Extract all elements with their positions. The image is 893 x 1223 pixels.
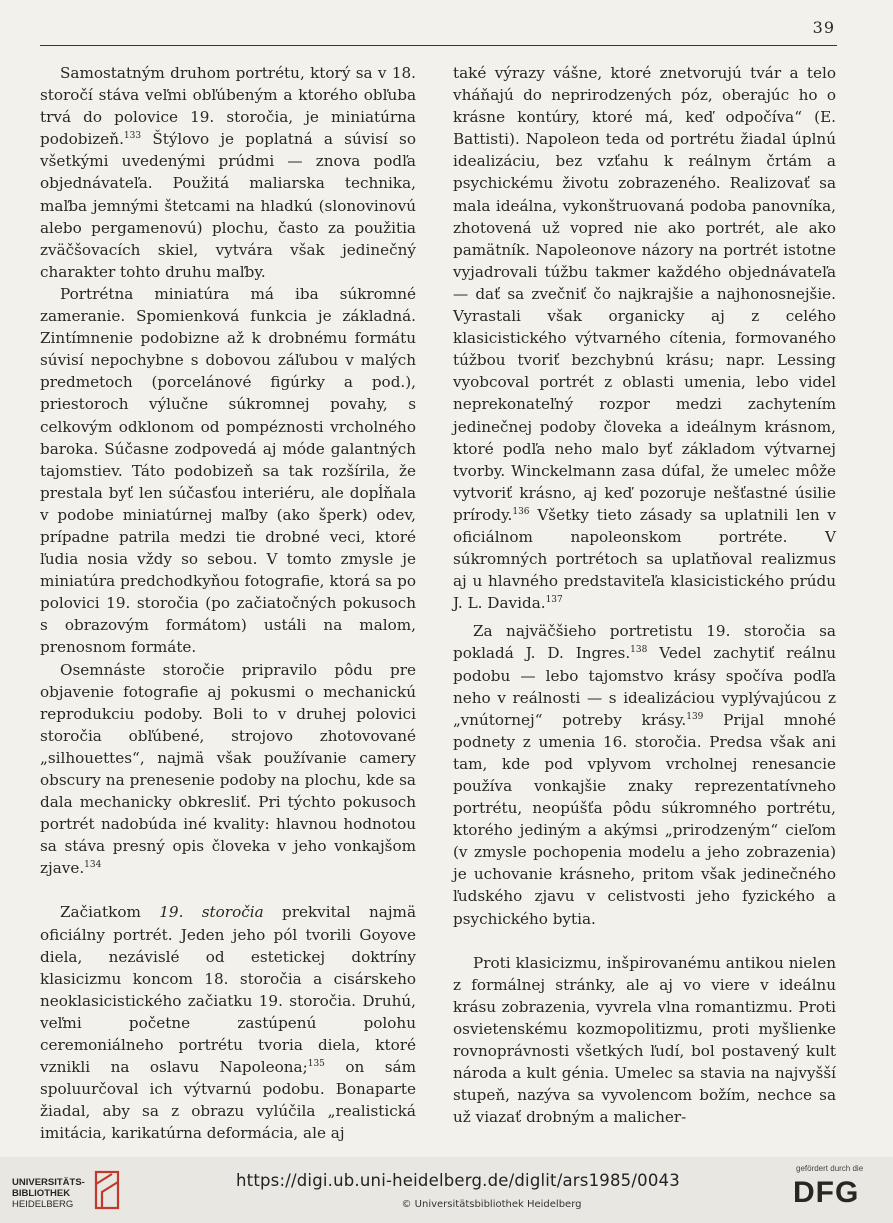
library-name-line2: BIBLIOTHEK: [12, 1188, 71, 1199]
text-run: prekvital najmä oficiálny portrét. Jeden jeho pól tvorili Goyove diela, nezávislé od estetickej doktríny klasicizmu koncom 18. storočia a cisárskeho neoklasicistického začiatku 19. storočia. Druhú, veľmi početne zastúpenú polohu ceremoniálneho portrétu tvoria diela, ktoré vznikli na oslavu Napoleona;: [40, 903, 416, 1077]
paragraph: [40, 901, 416, 1144]
library-name-line3: HEIDELBERG: [12, 1199, 74, 1210]
left-column: [40, 62, 416, 1145]
top-rule: [40, 45, 837, 46]
footer-bar: [0, 1157, 893, 1223]
text-run: Samostatným druhom portrétu, ktorý sa v 18. storočí stáva veľmi obľúbeným a ktorého obľuba trvá do polovice 19. storočia, je miniatúrna podobizeň.: [40, 64, 416, 149]
text-run: Všetky tieto zásady sa uplatnili len v oficiálnom napoleonskom portréte. V súkromných portrétoch sa uplatňoval realizmus aj u hlavného predstaviteľa klasicistického prúdu J. L. Davida.: [453, 505, 836, 613]
paragraph: [453, 952, 836, 1129]
source-url-link[interactable]: https://digi.ub.uni-heidelberg.de/diglit/ars1985/0043: [236, 1171, 680, 1190]
copyright-text: © Universitätsbibliothek Heidelberg: [401, 1199, 582, 1210]
text-run: on sám spoluurčoval ich výtvarnú podobu. Bonaparte žiadal, aby sa z obrazu vylúčila „realistická imitácia, karikatúrna deformácia, ale aj: [40, 1058, 416, 1143]
text-run: Za najväčšieho portretistu 19. storočia sa pokladá J. D. Ingres.: [453, 622, 836, 663]
paragraph: [40, 62, 416, 283]
footnote-ref: 134: [84, 860, 102, 871]
text-run: Prijal mnohé podnety z umenia 16. storočia. Predsa však ani tam, kde pod vplyvom vrcholnej renesancie používa vonkajšie znaky reprezentatívneho portrétu, neopúšťa pôdu súkromného portrétu, ktorého jediným a akýmsi „prirodzeným“ cieľom (v zmysle pochopenia modelu a jeho zobrazenia) je uchovanie krásneho, pritom však jedinečného ľudského zjavu v celistvosti jeho fyzického a psychického bytia.: [453, 710, 836, 928]
paragraph: [453, 620, 836, 929]
footnote-ref: 133: [123, 131, 142, 142]
paragraph: [453, 62, 836, 614]
dfg-logo[interactable]: DFG: [793, 1176, 860, 1209]
footnote-ref: 135: [307, 1059, 325, 1070]
funding-note: gefördert durch die: [796, 1164, 864, 1173]
footnote-ref: 136: [512, 506, 530, 517]
right-column: [453, 62, 836, 1128]
page-number: 39: [812, 18, 835, 37]
footnote-ref: 137: [545, 595, 563, 606]
paragraph: [40, 283, 416, 659]
text-run: Vedel zachytiť reálnu podobu — lebo tajomstvo krásy spočíva podľa neho v reálnosti — s idealizáciou vyplývajúcou z „vnútornej“ potreby krásy.: [453, 644, 837, 729]
text-run: také výrazy vášne, ktoré znetvorujú tvár a telo vháňajú do neprirodzených póz, oberajúc ho o krásne kontúry, ktoré má, keď odpočíva“ (E. Battisti). Napoleon teda od portrétu žiadal úplnú idealizáciu, bez vzťahu k reálnym črtám a psychickému životu zobrazeného. Realizovať sa mala ideálna, vykonštruovaná podoba panovníka, zhotovená už vopred nie ako portrét, ale ako pamätník. Napoleonove názory na portrét istotne vyjadrovali túžbu takmer každého objednávateľa — dať sa zvečniť čo najkrajšie a najhonosnejšie. Vyrastali však organicky aj z celého klasicistického výtvarného cítenia, formovaného túžbou tvoriť bezchybnú krásu; napr. Lessing vyobcoval portrét z oblasti umenia, lebo videl neprekonateľný rozpor medzi zachytením jedinečnej podoby človeka a ideálnym krásnom, ktoré podľa neho malo byť základom výtvarnej tvorby. Winckelmann zasa dúfal, že umelec môže vytvoriť krásno, aj keď pozoruje nešťastné úsilie prírody.: [453, 64, 836, 524]
text-run: Proti klasicizmu, inšpirovanému antikou nielen z formálnej stránky, ale aj vo viere v ideálnu krásu zobrazenia, vyvrela vlna romantizmu. Proti osvietenskému kozmopolitizmu, proti myšlienke rovnoprávnosti všetkých ľudí, bol postavený kult národa a kult génia. Umelec sa stavia na najvyšší stupeň, nazýva sa vyvolencom božím, nechce sa už viazať drobným a malicher-: [453, 953, 836, 1127]
text-run: Začiatkom: [60, 903, 160, 922]
footnote-ref: 139: [686, 711, 704, 722]
text-run: Osemnáste storočie pripravilo pôdu pre objavenie fotografie aj pokusmi o mechanickú reprodukciu podoby. Boli to v druhej polovici storočia obľúbené, strojovo zhotovované „silhouettes“, najmä však používanie camery obscury na prenesenie podoby na plochu, kde sa dala mechanicky obkresliť. Pri týchto pokusoch portrét nadobúda iné kvality: hlavnou hodnotou sa stáva presný opis človeka v jeho vonkajšom zjave.: [40, 660, 416, 878]
paragraph: [40, 659, 416, 880]
text-run: Štýlovo je poplatná a súvisí so všetkými uvedenými prúdmi — znova podľa objednávateľa. Použitá maliarska technika, maľba jemnými štetcami na hladkú (slonovinovú alebo pergamenovú) plochu, často za použitia zväčšovacích skiel, vytvára však jedinečný charakter tohto druhu maľby.: [40, 130, 416, 281]
text-run: Portrétna miniatúra má iba súkromné zameranie. Spomienková funkcia je základná. Zintímnenie podobizne až k drobnému formátu súvisí nepochybne s dobovou záľubou v malých predmetoch (porcelánové figúrky a pod.), priestoroch výlučne súkromnej povahy, s celkovým odklonom od pompéznosti vrcholného baroka. Súčasne zodpovedá aj móde galantných tajomstiev. Táto podobizeň sa tak rozšírila, že prestala byť len súčasťou interiéru, ale dopĺňala v podobe miniatúrnej maľby (ako šperk) odev, prípadne patrila medzi tie drobné veci, ktoré ľudia nosia vždy so sebou. V tomto zmysle je miniatúra predchodkyňou fotografie, ktorá sa po polovici 19. storočia (po začiatočných pokusoch s obrazovým formátom) ustáli na malom, prenosnom formáte.: [40, 284, 416, 657]
library-name-line1: UNIVERSITÄTS-: [12, 1177, 85, 1188]
emphasis-text: 19. storočia: [159, 903, 264, 922]
footnote-ref: 138: [630, 645, 648, 656]
